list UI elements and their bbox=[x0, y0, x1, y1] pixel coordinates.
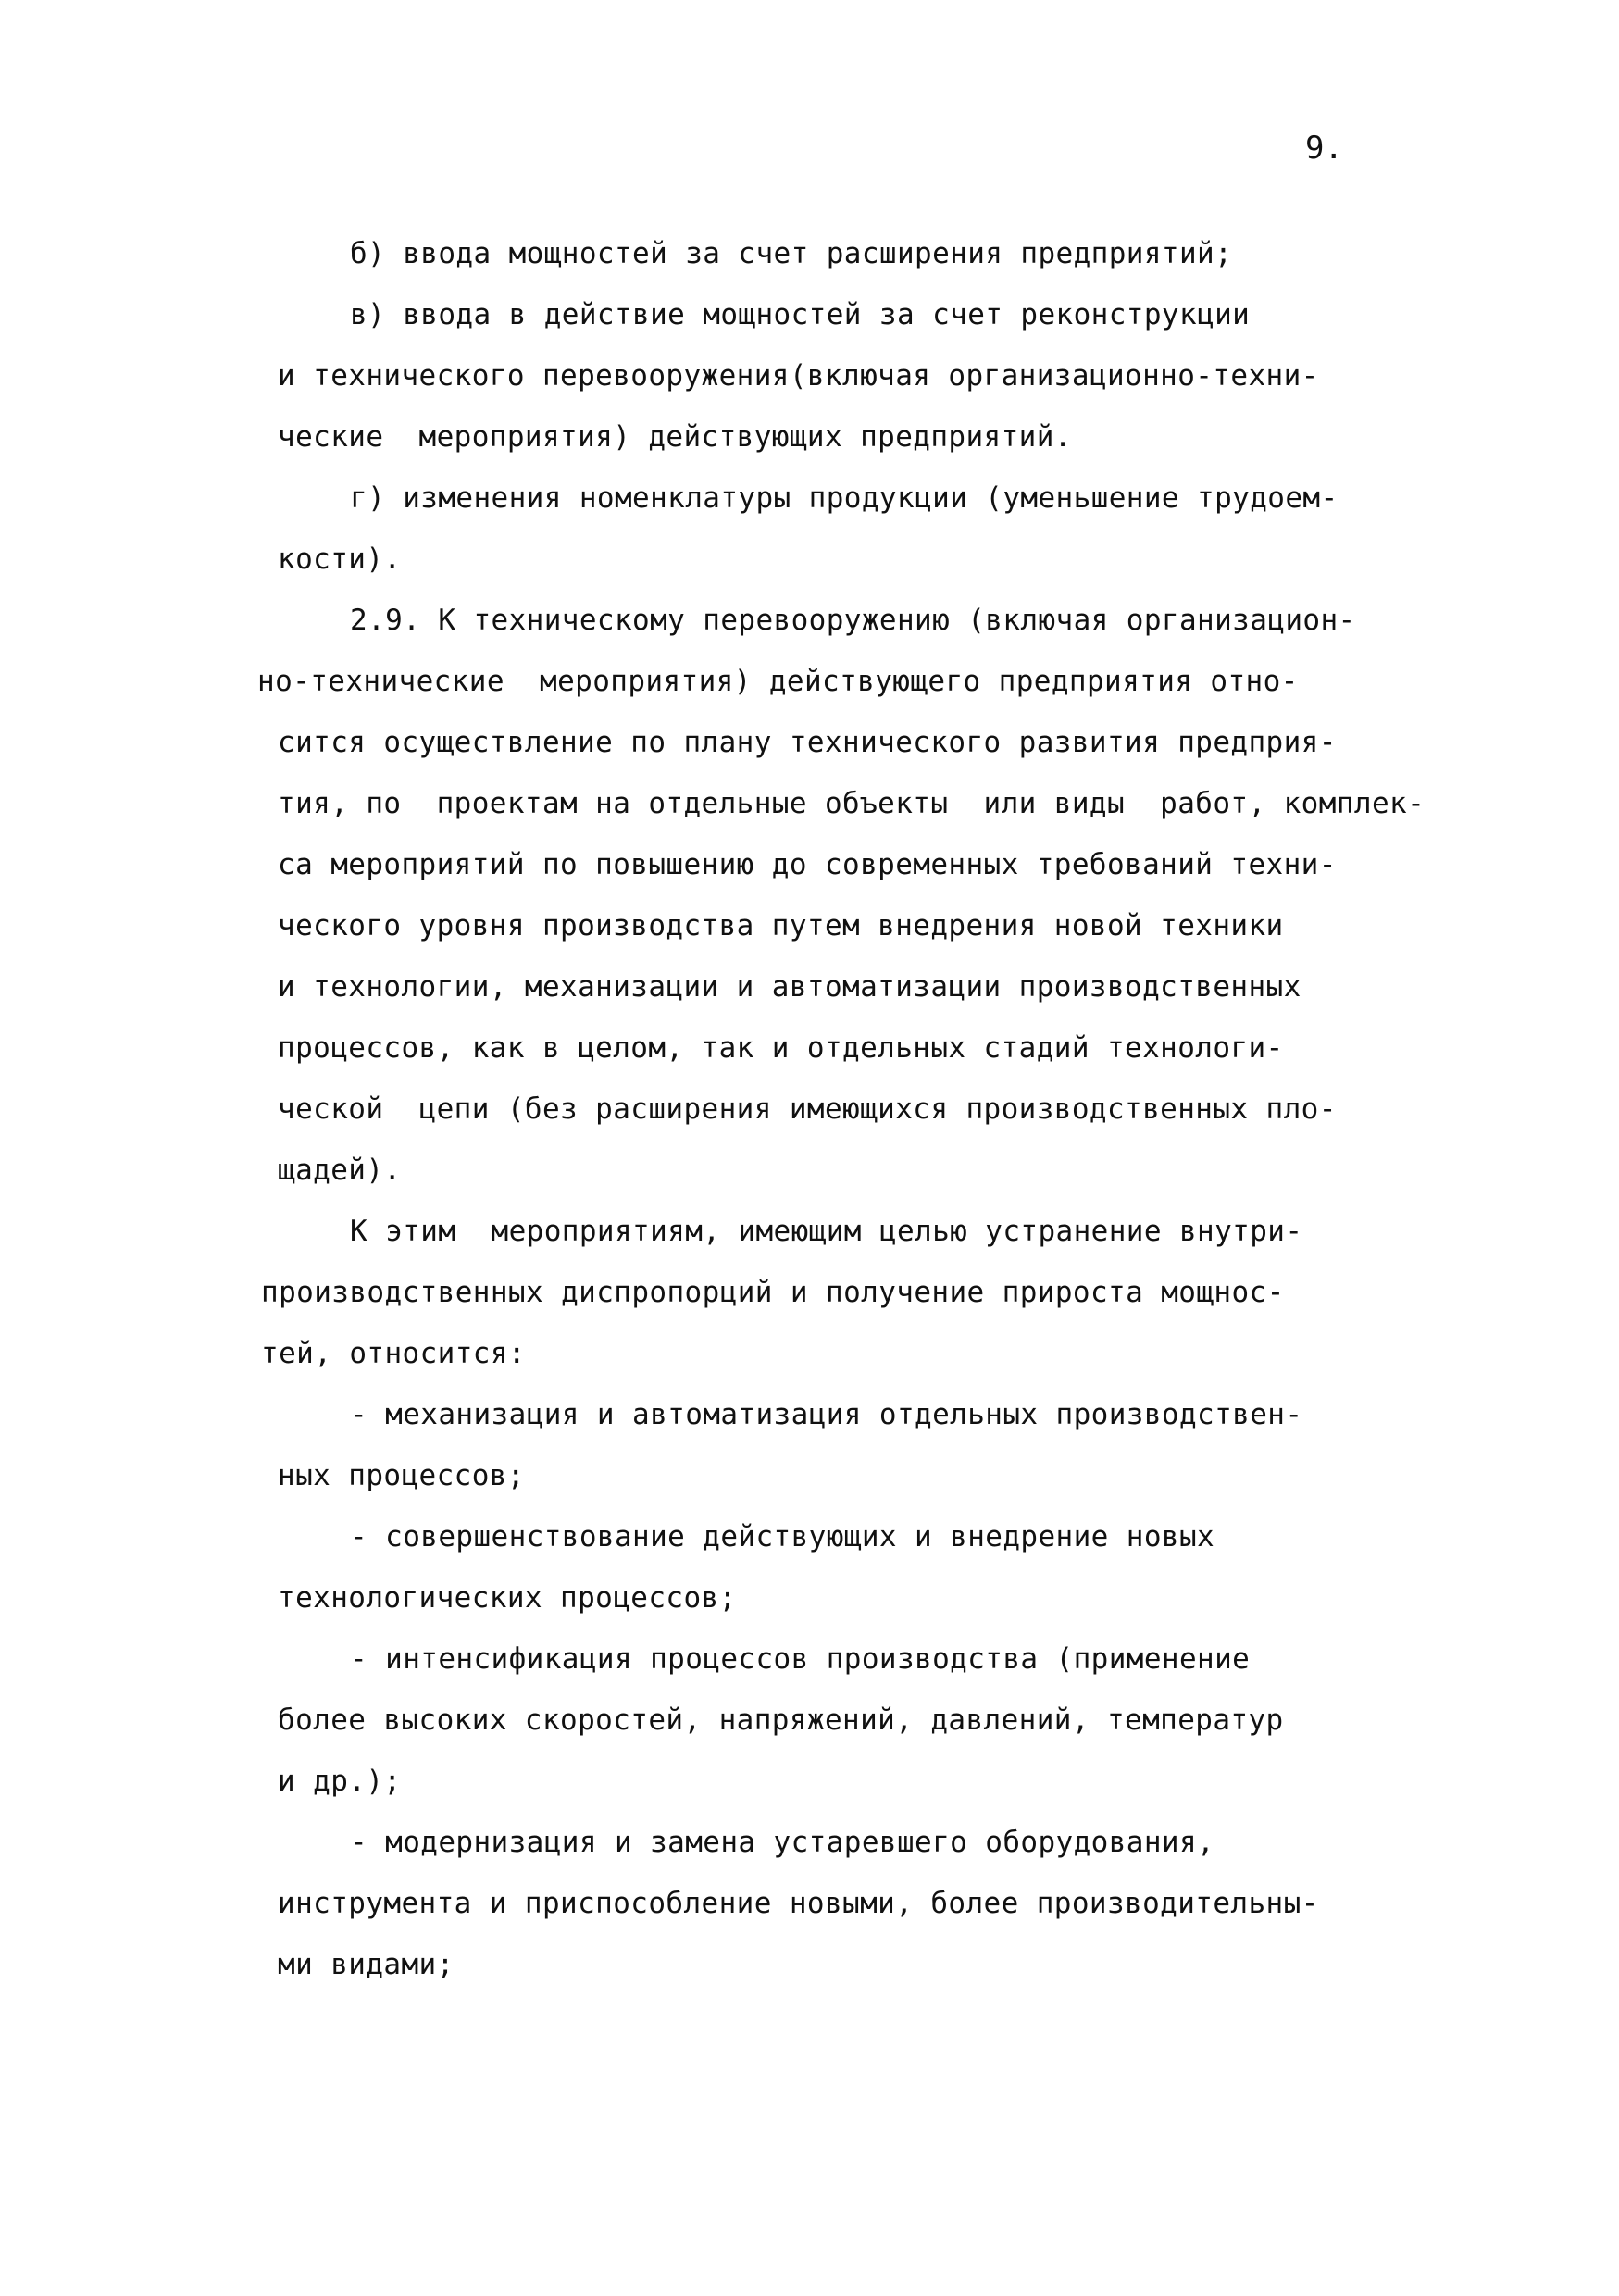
text-line: К этим мероприятиям, имеющим целью устранение внутри- bbox=[350, 1215, 1303, 1248]
text-line: но-технические мероприятия) действующего предприятия отно- bbox=[257, 665, 1299, 698]
text-line: в) ввода в действие мощностей за счет реконструкции bbox=[350, 298, 1251, 331]
text-line: тей, относится: bbox=[261, 1337, 526, 1370]
text-line: - модернизация и замена устаревшего оборудования, bbox=[350, 1826, 1215, 1859]
text-line: 2.9. К техническому перевооружению (включая организацион- bbox=[350, 604, 1356, 637]
page-number: 9. bbox=[1305, 130, 1343, 167]
text-line: - интенсификация процессов производства (применение bbox=[350, 1642, 1251, 1676]
text-line: технологических процессов; bbox=[278, 1581, 737, 1615]
text-line: кости). bbox=[278, 543, 402, 576]
text-line: производственных диспропорций и получение прироста мощнос- bbox=[261, 1276, 1285, 1309]
text-line: - совершенствование действующих и внедрение новых bbox=[350, 1520, 1215, 1554]
text-line: щадей). bbox=[278, 1154, 402, 1187]
text-line: ческой цепи (без расширения имеющихся производственных пло- bbox=[278, 1092, 1337, 1126]
text-line: сится осуществление по плану технического развития предприя- bbox=[278, 726, 1337, 759]
text-line: и технологии, механизации и автоматизации производственных bbox=[278, 970, 1301, 1004]
text-line: б) ввода мощностей за счет расширения предприятий; bbox=[350, 237, 1233, 270]
text-line: и технического перевооружения(включая организационно-техни- bbox=[278, 359, 1319, 393]
text-line: са мероприятий по повышению до современных требований техни- bbox=[278, 848, 1337, 881]
text-line: инструмента и приспособление новыми, более производительны- bbox=[278, 1887, 1319, 1920]
text-line: ческие мероприятия) действующих предприятий. bbox=[278, 420, 1072, 454]
text-line: ных процессов; bbox=[278, 1459, 525, 1492]
text-line: тия, по проектам на отдельные объекты или виды работ, комплек- bbox=[278, 787, 1426, 820]
text-line: - механизация и автоматизация отдельных производствен- bbox=[350, 1398, 1303, 1431]
text-line: и др.); bbox=[278, 1765, 402, 1798]
text-line: более высоких скоростей, напряжений, давлений, температур bbox=[278, 1703, 1284, 1737]
text-line: ми видами; bbox=[278, 1948, 455, 1981]
text-line: г) изменения номенклатуры продукции (уменьшение трудоем- bbox=[350, 481, 1339, 515]
text-line: ческого уровня производства путем внедрения новой техники bbox=[278, 909, 1284, 942]
text-line: процессов, как в целом, так и отдельных стадий технологи- bbox=[278, 1031, 1284, 1065]
